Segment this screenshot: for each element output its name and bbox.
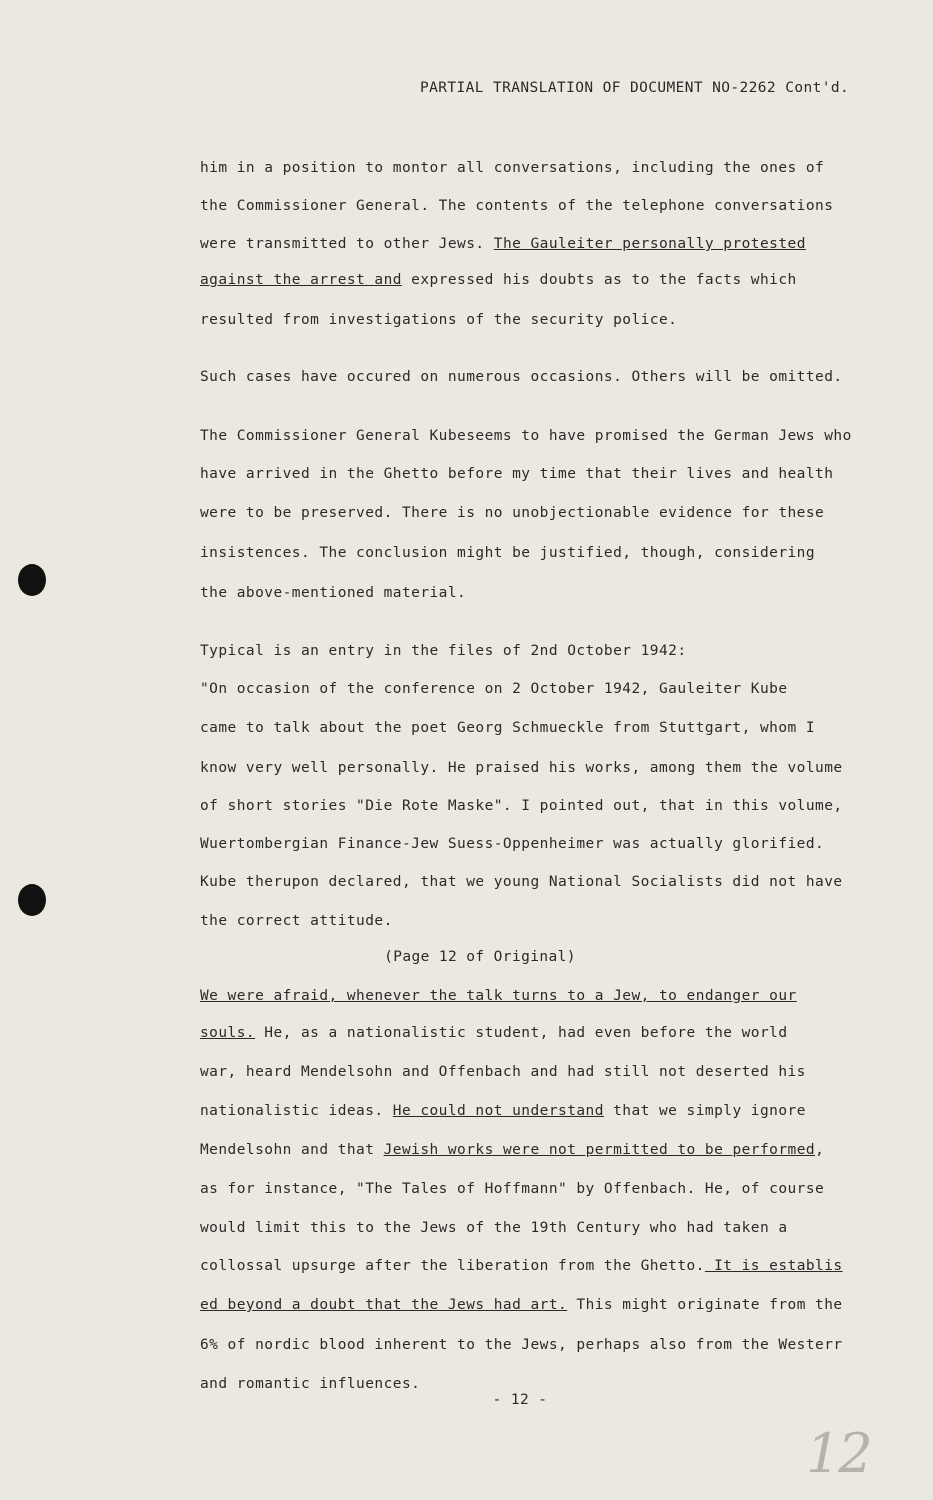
quote-line: of short stories "Die Rote Maske". I pointed out, that in this volume, — [200, 798, 843, 814]
text-line: as for instance, "The Tales of Hoffmann" by Offenbach. He, of course — [200, 1181, 825, 1197]
text-line: have arrived in the Ghetto before my time that their lives and health — [200, 466, 834, 482]
text-line: the Commissioner General. The contents of the telephone conversations — [200, 198, 834, 214]
quote-line: "On occasion of the conference on 2 October 1942, Gauleiter Kube — [200, 681, 788, 697]
quote-line: the correct attitude. — [200, 913, 393, 929]
text-line: were transmitted to other Jews. The Gauleiter personally protested — [200, 236, 806, 252]
text-line: and romantic influences. — [200, 1376, 421, 1392]
text-line: The Commissioner General Kubeseems to have promised the German Jews who — [200, 428, 852, 444]
underlined-text: ed beyond a doubt that the Jews had art. — [200, 1297, 568, 1313]
text-line — [200, 988, 900, 1004]
quote-line: came to talk about the poet Georg Schmueckle from Stuttgart, whom I — [200, 720, 816, 736]
punch-hole — [18, 564, 46, 596]
text-line: were to be preserved. There is no unobjectionable evidence for these — [200, 505, 825, 521]
text-line: 6% of nordic blood inherent to the Jews, perhaps also from the Westerr — [200, 1337, 843, 1353]
text-line: against the arrest and expressed his doubts as to the facts which — [200, 272, 797, 288]
document-header: PARTIAL TRANSLATION OF DOCUMENT NO-2262 Cont'd. — [420, 80, 850, 96]
underlined-text: It is establis — [704, 1258, 843, 1274]
text-line: Mendelsohn and that Jewish works were not permitted to be performed, — [200, 1142, 825, 1158]
handwritten-page-mark: 12 — [806, 1422, 871, 1485]
quote-line: Kube therupon declared, that we young National Socialists did not have — [200, 874, 843, 890]
text-line: souls. He, as a nationalistic student, had even before the world — [200, 1025, 788, 1041]
underlined-text: The Gauleiter personally protested — [493, 236, 806, 252]
text-line: would limit this to the Jews of the 19th Century who had taken a — [200, 1220, 788, 1236]
text-line: ed beyond a doubt that the Jews had art. This might originate from the — [200, 1297, 843, 1313]
punch-hole — [18, 884, 46, 916]
text-line: collossal upsurge after the liberation from the Ghetto. It is establis — [200, 1258, 843, 1274]
text-line: the above-mentioned material. — [200, 585, 467, 601]
text-line: war, heard Mendelsohn and Offenbach and had still not deserted his — [200, 1064, 806, 1080]
page-number: - 12 - — [492, 1392, 548, 1408]
underlined-text: Jewish works were not permitted to be performed — [383, 1142, 816, 1158]
underlined-text: souls. — [200, 1025, 256, 1041]
text-line: resulted from investigations of the security police. — [200, 312, 678, 328]
text-line: Typical is an entry in the files of 2nd October 1942: — [200, 643, 687, 659]
text-line: him in a position to montor all conversations, including the ones of — [200, 160, 825, 176]
underlined-text: He could not understand — [392, 1103, 604, 1119]
page-reference: (Page 12 of Original) — [384, 949, 576, 965]
text-line: Such cases have occured on numerous occasions. Others will be omitted. — [200, 369, 843, 385]
text-line: insistences. The conclusion might be justified, though, considering — [200, 545, 816, 561]
underlined-text: against the arrest and — [200, 272, 402, 288]
underlined-text: We were afraid, whenever the talk turns to a Jew, to endanger our — [200, 988, 797, 1004]
quote-line: know very well personally. He praised his works, among them the volume — [200, 760, 843, 776]
text-line: nationalistic ideas. He could not understand that we simply ignore — [200, 1103, 806, 1119]
quote-line: Wuertombergian Finance-Jew Suess-Oppenheimer was actually glorified. — [200, 836, 825, 852]
